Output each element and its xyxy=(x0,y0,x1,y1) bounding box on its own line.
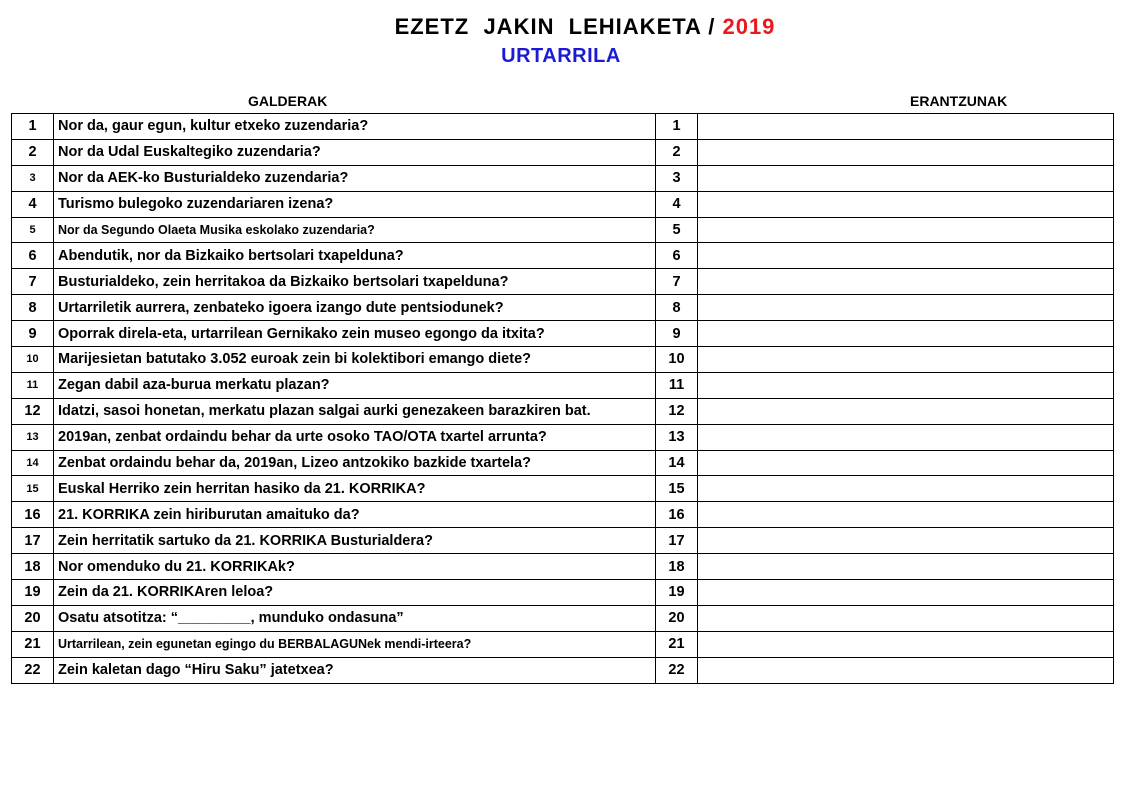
question-number: 16 xyxy=(12,502,54,528)
question-text: Busturialdeko, zein herritakoa da Bizkaiko bertsolari txapelduna? xyxy=(54,269,656,295)
answer-number: 10 xyxy=(656,347,698,373)
table-row xyxy=(12,657,1114,683)
question-text: Idatzi, sasoi honetan, merkatu plazan salgai aurki genezakeen barazkiren bat. xyxy=(54,398,656,424)
answer-number: 13 xyxy=(656,424,698,450)
answer-cell[interactable] xyxy=(698,424,1114,450)
question-text: Nor da Udal Euskaltegiko zuzendaria? xyxy=(54,139,656,165)
answer-cell[interactable] xyxy=(698,295,1114,321)
page-title xyxy=(0,14,1122,40)
answer-cell[interactable] xyxy=(698,631,1114,657)
question-text: Marijesietan batutako 3.052 euroak zein bi kolektibori emango diete? xyxy=(54,347,656,373)
question-number: 18 xyxy=(12,554,54,580)
question-number: 8 xyxy=(12,295,54,321)
answer-cell[interactable] xyxy=(698,554,1114,580)
question-text: Nor omenduko du 21. KORRIKAk? xyxy=(54,554,656,580)
questions-column-header: GALDERAK xyxy=(248,93,328,109)
table-row xyxy=(12,295,1114,321)
question-number: 5 xyxy=(12,217,54,243)
answer-number: 18 xyxy=(656,554,698,580)
table-row xyxy=(12,165,1114,191)
table-row xyxy=(12,114,1114,140)
answer-number: 11 xyxy=(656,372,698,398)
question-text: 21. KORRIKA zein hiriburutan amaituko da? xyxy=(54,502,656,528)
question-text: 2019an, zenbat ordaindu behar da urte osoko TAO/OTA txartel arrunta? xyxy=(54,424,656,450)
table-row xyxy=(12,605,1114,631)
answer-number: 22 xyxy=(656,657,698,683)
answer-number: 15 xyxy=(656,476,698,502)
question-number: 10 xyxy=(12,347,54,373)
title-text: EZETZ JAKIN LEHIAKETA / xyxy=(394,14,723,39)
question-number: 14 xyxy=(12,450,54,476)
answer-cell[interactable] xyxy=(698,217,1114,243)
question-text: Nor da AEK-ko Busturialdeko zuzendaria? xyxy=(54,165,656,191)
question-number: 2 xyxy=(12,139,54,165)
answer-number: 3 xyxy=(656,165,698,191)
question-text: Zein da 21. KORRIKAren leloa? xyxy=(54,580,656,606)
answer-cell[interactable] xyxy=(698,347,1114,373)
question-text: Nor da, gaur egun, kultur etxeko zuzendaria? xyxy=(54,114,656,140)
table-row xyxy=(12,554,1114,580)
question-text: Urtarriletik aurrera, zenbateko igoera izango dute pentsiodunek? xyxy=(54,295,656,321)
question-text: Urtarrilean, zein egunetan egingo du BERBALAGUNek mendi-irteera? xyxy=(54,631,656,657)
page-subtitle-month: URTARRILA xyxy=(501,45,621,67)
question-text: Nor da Segundo Olaeta Musika eskolako zuzendaria? xyxy=(54,217,656,243)
table-row xyxy=(12,476,1114,502)
table-row xyxy=(12,243,1114,269)
answer-cell[interactable] xyxy=(698,528,1114,554)
question-number: 4 xyxy=(12,191,54,217)
question-number: 19 xyxy=(12,580,54,606)
answer-cell[interactable] xyxy=(698,191,1114,217)
answer-cell[interactable] xyxy=(698,372,1114,398)
answer-number: 20 xyxy=(656,605,698,631)
answer-cell[interactable] xyxy=(698,243,1114,269)
answer-cell[interactable] xyxy=(698,398,1114,424)
answer-number: 14 xyxy=(656,450,698,476)
question-text: Euskal Herriko zein herritan hasiko da 21. KORRIKA? xyxy=(54,476,656,502)
question-number: 12 xyxy=(12,398,54,424)
quiz-table xyxy=(11,113,1114,684)
answer-cell[interactable] xyxy=(698,114,1114,140)
table-row xyxy=(12,139,1114,165)
question-number: 15 xyxy=(12,476,54,502)
table-row xyxy=(12,450,1114,476)
answer-number: 4 xyxy=(656,191,698,217)
question-text: Abendutik, nor da Bizkaiko bertsolari txapelduna? xyxy=(54,243,656,269)
question-text: Zein herritatik sartuko da 21. KORRIKA Busturialdera? xyxy=(54,528,656,554)
question-text: Zegan dabil aza-burua merkatu plazan? xyxy=(54,372,656,398)
question-number: 17 xyxy=(12,528,54,554)
answer-cell[interactable] xyxy=(698,580,1114,606)
table-row xyxy=(12,580,1114,606)
answer-number: 12 xyxy=(656,398,698,424)
answer-cell[interactable] xyxy=(698,139,1114,165)
answer-number: 16 xyxy=(656,502,698,528)
answer-cell[interactable] xyxy=(698,321,1114,347)
table-row xyxy=(12,372,1114,398)
answer-cell[interactable] xyxy=(698,502,1114,528)
table-row xyxy=(12,528,1114,554)
question-number: 21 xyxy=(12,631,54,657)
table-row xyxy=(12,347,1114,373)
question-number: 3 xyxy=(12,165,54,191)
question-text: Oporrak direla-eta, urtarrilean Gernikako zein museo egongo da itxita? xyxy=(54,321,656,347)
question-number: 20 xyxy=(12,605,54,631)
table-row xyxy=(12,398,1114,424)
answer-number: 19 xyxy=(656,580,698,606)
answer-number: 2 xyxy=(656,139,698,165)
question-text: Osatu atsotitza: “_________, munduko ondasuna” xyxy=(54,605,656,631)
answer-cell[interactable] xyxy=(698,605,1114,631)
answer-cell[interactable] xyxy=(698,165,1114,191)
answer-cell[interactable] xyxy=(698,269,1114,295)
question-number: 22 xyxy=(12,657,54,683)
title-year: 2019 xyxy=(722,14,776,39)
answer-number: 17 xyxy=(656,528,698,554)
answer-number: 6 xyxy=(656,243,698,269)
answer-cell[interactable] xyxy=(698,657,1114,683)
table-row xyxy=(12,631,1114,657)
table-row xyxy=(12,502,1114,528)
question-number: 9 xyxy=(12,321,54,347)
answers-column-header: ERANTZUNAK xyxy=(910,93,1008,109)
question-number: 7 xyxy=(12,269,54,295)
answer-number: 9 xyxy=(656,321,698,347)
quiz-table-body xyxy=(12,114,1114,684)
answer-number: 5 xyxy=(656,217,698,243)
answer-cell[interactable] xyxy=(698,450,1114,476)
question-text: Turismo bulegoko zuzendariaren izena? xyxy=(54,191,656,217)
answer-number: 21 xyxy=(656,631,698,657)
answer-number: 7 xyxy=(656,269,698,295)
table-row xyxy=(12,424,1114,450)
question-number: 11 xyxy=(12,372,54,398)
question-number: 6 xyxy=(12,243,54,269)
question-number: 13 xyxy=(12,424,54,450)
table-row xyxy=(12,191,1114,217)
answer-number: 1 xyxy=(656,114,698,140)
answer-number: 8 xyxy=(656,295,698,321)
answer-cell[interactable] xyxy=(698,476,1114,502)
table-row xyxy=(12,269,1114,295)
question-text: Zein kaletan dago “Hiru Saku” jatetxea? xyxy=(54,657,656,683)
table-row xyxy=(12,217,1114,243)
question-text: Zenbat ordaindu behar da, 2019an, Lizeo antzokiko bazkide txartela? xyxy=(54,450,656,476)
table-row xyxy=(12,321,1114,347)
question-number: 1 xyxy=(12,114,54,140)
